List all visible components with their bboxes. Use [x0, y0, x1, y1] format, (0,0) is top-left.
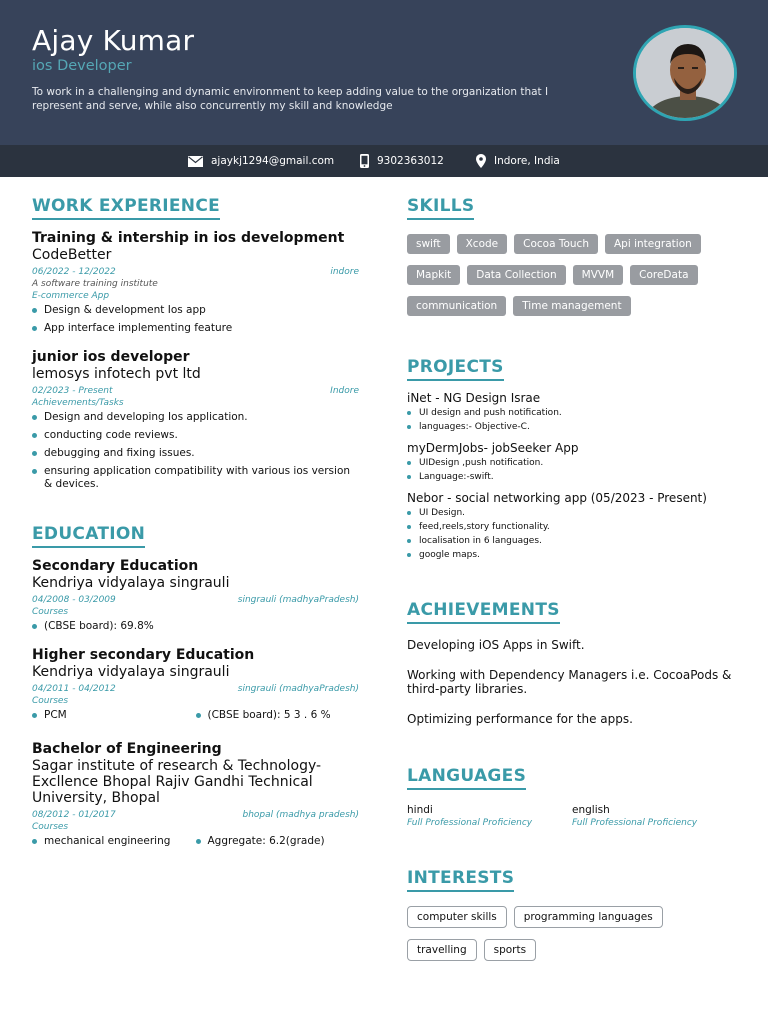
right-column [407, 196, 737, 972]
work-experience-heading: WORK EXPERIENCE [32, 196, 220, 220]
education-label: Courses [32, 696, 69, 706]
interest-tag: computer skills [407, 906, 507, 928]
email-text: ajaykj1294@gmail.com [211, 155, 335, 167]
job-bullets [32, 411, 359, 491]
education-bullets [32, 620, 359, 633]
contact-location [476, 145, 560, 177]
profile-photo-image [636, 28, 737, 121]
summary-text: To work in a challenging and dynamic environment to keep adding value to the organization that I represent and serve, while also concurrently my skill and knowledge [32, 86, 549, 112]
language-level: Full Professional Proficiency [407, 818, 533, 828]
achievements-heading: ACHIEVEMENTS [407, 600, 560, 624]
education-bullets [32, 706, 359, 727]
candidate-name: Ajay Kumar [32, 24, 195, 57]
contact-phone[interactable] [360, 145, 444, 177]
skill-tag: Cocoa Touch [514, 234, 598, 254]
skill-tag: Xcode [457, 234, 508, 254]
education-entry [32, 741, 359, 853]
education-school: Sagar institute of research & Technology-Excllence Bhopal Rajiv Gandhi Technical University, Bhopal [32, 758, 322, 806]
bullet-column [32, 835, 196, 853]
job-meta [32, 267, 359, 277]
skill-tag: MVVM [573, 265, 623, 285]
interests-heading: INTERESTS [407, 868, 514, 892]
education-entry [32, 647, 359, 727]
skill-tag: Api integration [605, 234, 701, 254]
list-item: ensuring application compatibility with various ios version & devices. [32, 465, 359, 491]
list-item: Design and developing Ios application. [32, 411, 359, 424]
job-description: A software training institute [32, 279, 158, 289]
interest-tag: sports [484, 939, 536, 961]
phone-icon [360, 154, 369, 168]
job-location: indore [330, 267, 359, 277]
project-entry [407, 441, 737, 483]
languages-heading: LANGUAGES [407, 766, 526, 790]
contact-email[interactable] [188, 145, 334, 177]
project-title: Nebor - social networking app (05/2023 - Present) [407, 491, 707, 505]
achievement-item: Developing iOS Apps in Swift. [407, 638, 585, 652]
education-school: Kendriya vidyalaya singrauli [32, 664, 230, 680]
skill-tag: CoreData [630, 265, 697, 285]
list-item: PCM [32, 709, 196, 722]
profile-photo [633, 25, 737, 121]
bullet-column [196, 835, 360, 853]
skills-list [407, 234, 727, 327]
languages-list [407, 804, 737, 828]
education-title: Secondary Education [32, 558, 199, 574]
job-title: Training & intership in ios development [32, 230, 345, 246]
bullet-column [196, 709, 360, 727]
language-entry [572, 804, 737, 828]
location-text: Indore, India [494, 155, 560, 167]
job-location: Indore [330, 386, 359, 396]
education-bullets [32, 832, 359, 853]
education-dates: 04/2011 - 04/2012 [32, 684, 116, 694]
job-entry [32, 349, 359, 491]
phone-text: 9302363012 [377, 155, 444, 167]
skill-tag: Time management [513, 296, 630, 316]
education-meta [32, 595, 359, 605]
list-item: google maps. [407, 550, 737, 561]
list-item: (CBSE board): 69.8% [32, 620, 359, 633]
education-title: Higher secondary Education [32, 647, 255, 663]
education-title: Bachelor of Engineering [32, 741, 222, 757]
education-dates: 08/2012 - 01/2017 [32, 810, 116, 820]
projects-heading: PROJECTS [407, 357, 504, 381]
candidate-role: ios Developer [32, 58, 132, 74]
list-item: (CBSE board): 5 3 . 6 % [196, 709, 360, 722]
education-entry [32, 558, 359, 633]
left-column [32, 196, 359, 853]
job-dates: 06/2022 - 12/2022 [32, 267, 116, 277]
skill-tag: Data Collection [467, 265, 565, 285]
list-item: App interface implementing feature [32, 322, 359, 335]
bullet-column [32, 709, 196, 727]
skill-tag: swift [407, 234, 450, 254]
education-school: Kendriya vidyalaya singrauli [32, 575, 230, 591]
list-item: localisation in 6 languages. [407, 536, 737, 547]
job-title: junior ios developer [32, 349, 190, 365]
contact-bar [0, 145, 768, 177]
list-item: conducting code reviews. [32, 429, 359, 442]
resume-header [0, 0, 768, 145]
envelope-icon [188, 156, 203, 167]
language-name: hindi [407, 804, 433, 816]
list-item: mechanical engineering [32, 835, 196, 848]
job-company: CodeBetter [32, 247, 112, 263]
education-location: bhopal (madhya pradesh) [242, 810, 359, 820]
list-item: UI design and push notification. [407, 408, 737, 419]
job-entry [32, 230, 359, 335]
skill-tag: Mapkit [407, 265, 460, 285]
list-item: Language:-swift. [407, 472, 737, 483]
education-label: Courses [32, 607, 69, 617]
interests-list [407, 906, 727, 972]
project-bullets [407, 408, 737, 433]
list-item: UI Design. [407, 508, 737, 519]
language-level: Full Professional Proficiency [572, 818, 698, 828]
location-pin-icon [476, 154, 486, 168]
education-location: singrauli (madhyaPradesh) [237, 595, 359, 605]
job-bullets [32, 304, 359, 335]
job-label: E-commerce App [32, 291, 110, 301]
list-item: Design & development Ios app [32, 304, 359, 317]
education-dates: 04/2008 - 03/2009 [32, 595, 116, 605]
education-heading: EDUCATION [32, 524, 145, 548]
list-item: languages:- Objective-C. [407, 422, 737, 433]
interest-tag: travelling [407, 939, 477, 961]
education-location: singrauli (madhyaPradesh) [237, 684, 359, 694]
project-title: iNet - NG Design Israe [407, 391, 541, 405]
education-meta [32, 810, 359, 820]
education-label: Courses [32, 822, 69, 832]
job-label: Achievements/Tasks [32, 398, 124, 408]
project-bullets [407, 508, 737, 561]
project-entry [407, 391, 737, 433]
achievement-item: Working with Dependency Managers i.e. CocoaPods & third-party libraries. [407, 668, 732, 696]
skill-tag: communication [407, 296, 506, 316]
project-bullets [407, 458, 737, 483]
project-entry [407, 491, 737, 561]
list-item: feed,reels,story functionality. [407, 522, 737, 533]
education-meta [32, 684, 359, 694]
job-meta [32, 386, 359, 396]
list-item: Aggregate: 6.2(grade) [196, 835, 360, 848]
job-dates: 02/2023 - Present [32, 386, 113, 396]
achievement-item: Optimizing performance for the apps. [407, 712, 633, 726]
interest-tag: programming languages [514, 906, 663, 928]
language-name: english [572, 804, 610, 816]
language-entry [407, 804, 572, 828]
skills-heading: SKILLS [407, 196, 474, 220]
list-item: debugging and fixing issues. [32, 447, 359, 460]
job-company: lemosys infotech pvt ltd [32, 366, 201, 382]
list-item: UIDesign ,push notification. [407, 458, 737, 469]
project-title: myDermJobs- jobSeeker App [407, 441, 579, 455]
